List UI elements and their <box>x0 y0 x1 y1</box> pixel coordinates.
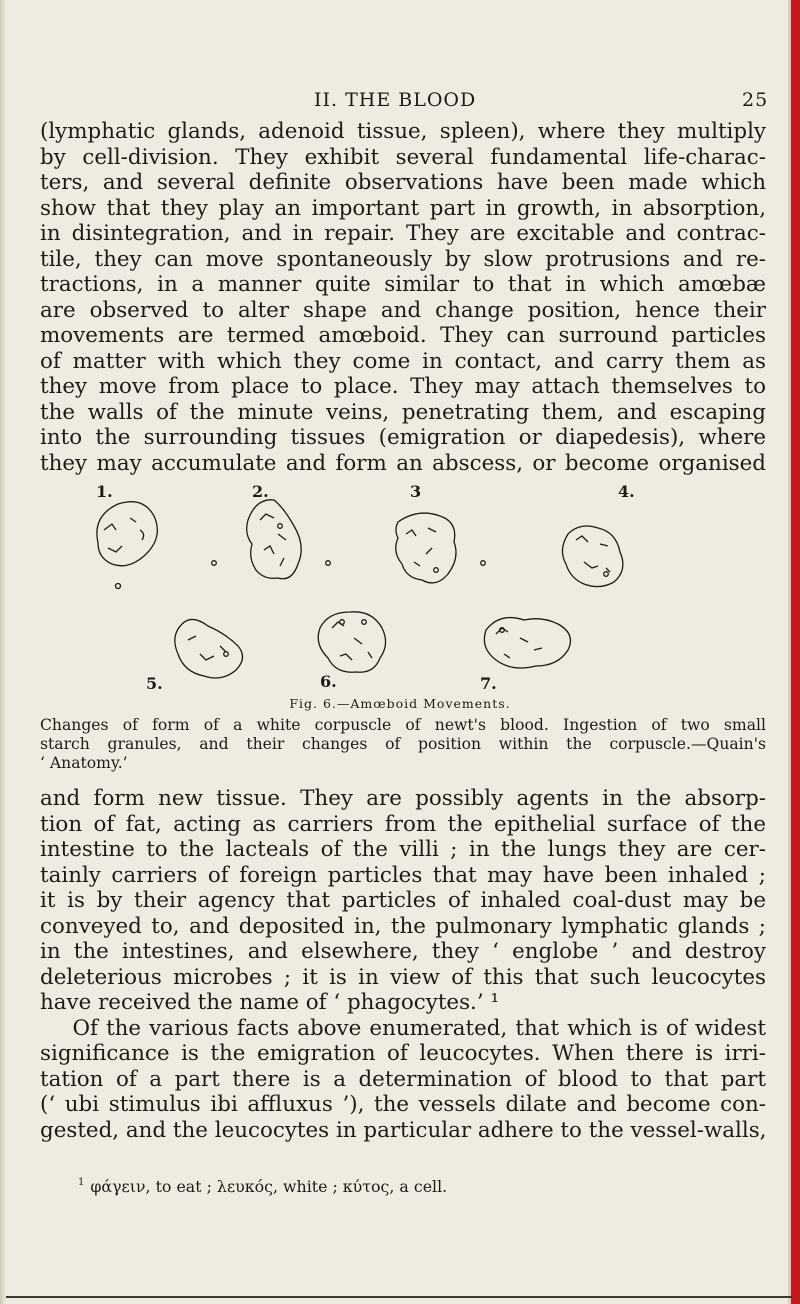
corpuscle-2 <box>212 500 302 579</box>
text-line: tation of a part there is a determination of blood to that part <box>40 1066 766 1092</box>
figure-illustration <box>88 478 648 692</box>
caption-line: Changes of form of a white corpuscle of newt's blood. Ingestion of two small <box>40 716 766 734</box>
running-head: II. THE BLOOD <box>314 89 477 111</box>
text-line: Of the various facts above enumerated, that which is of widest <box>40 1015 766 1041</box>
text-line: the walls of the minute veins, penetrating them, and escaping <box>40 399 766 425</box>
figure-amoeboid-movements <box>88 478 648 692</box>
figure-caption <box>40 716 766 773</box>
page-gutter-shadow <box>0 0 6 1304</box>
text-line: deleterious microbes ; it is in view of this that such leucocytes <box>40 964 766 990</box>
text-line: intestine to the lacteals of the villi ; in the lungs they are cer- <box>40 837 766 862</box>
figure-label-1: 1. <box>96 482 113 501</box>
text-line: conveyed to, and deposited in, the pulmonary lymphatic glands ; <box>40 913 766 939</box>
text-line: in the intestines, and elsewhere, they ‘ englobe ’ and destroy <box>40 939 766 964</box>
text-line: (‘ ubi stimulus ibi affluxus ’), the vessels dilate and become con- <box>40 1092 766 1117</box>
figure-label-2: 2. <box>252 482 269 501</box>
text-line: gested, and the leucocytes in particular adhere to the vessel-walls, <box>40 1117 767 1143</box>
corpuscle-7 <box>484 618 570 668</box>
text-line: have received the name of ‘ phagocytes.’ ¹ <box>40 990 500 1015</box>
text-line: tractions, in a manner quite similar to that in which amœbæ <box>40 272 766 297</box>
page-header <box>0 89 800 113</box>
page-number: 25 <box>742 89 769 111</box>
text-line: are observed to alter shape and change position, hence their <box>40 297 766 323</box>
text-line: movements are termed amœboid. They can surround particles <box>40 323 766 348</box>
text-line: of matter with which they come in contact, and carry them as <box>40 348 766 374</box>
footnote-text: φάγειν, to eat ; λευκός, white ; κύτος, a cell. <box>90 1177 448 1196</box>
paragraph-1 <box>40 119 766 476</box>
text-line: by cell-division. They exhibit several fundamental life-charac- <box>40 144 766 170</box>
paragraph-2 <box>40 786 766 1143</box>
corpuscle-1 <box>97 502 157 589</box>
text-line: tainly carriers of foreign particles that may have been inhaled ; <box>40 862 766 888</box>
caption-line: starch granules, and their changes of position within the corpuscle.—Quain's <box>40 735 766 753</box>
text-line: (lymphatic glands, adenoid tissue, spleen), where they multiply <box>40 119 766 144</box>
corpuscle-5 <box>175 619 243 678</box>
corpuscle-4 <box>562 526 622 587</box>
figure-title: Fig. 6.—Amœboid Movements. <box>289 696 511 711</box>
corpuscle-6 <box>318 612 385 672</box>
figure-label-6: 6. <box>320 672 337 691</box>
caption-line: ‘ Anatomy.’ <box>40 754 128 772</box>
figure-label-3: 3 <box>410 482 422 501</box>
text-line: into the surrounding tissues (emigration or diapedesis), where <box>40 425 766 450</box>
text-line: significance is the emigration of leucocytes. When there is irri- <box>40 1041 766 1066</box>
figure-label-7: 7. <box>480 674 497 693</box>
text-line: show that they play an important part in growth, in absorption, <box>40 195 766 221</box>
bottom-rule <box>6 1296 792 1298</box>
text-line: ters, and several definite observations have been made which <box>40 170 766 195</box>
text-line: and form new tissue. They are possibly agents in the absorp- <box>40 786 766 811</box>
red-page-edge <box>791 0 800 1304</box>
footnote <box>78 1177 447 1196</box>
figure-label-5: 5. <box>146 674 163 693</box>
corpuscle-3 <box>326 513 486 583</box>
text-line: tion of fat, acting as carriers from the epithelial surface of the <box>40 811 766 837</box>
text-line: it is by their agency that particles of inhaled coal-dust may be <box>40 888 766 913</box>
text-line: in disintegration, and in repair. They are excitable and contrac- <box>40 221 766 246</box>
figure-label-4: 4. <box>618 482 635 501</box>
text-line: they may accumulate and form an abscess, or become organised <box>40 450 766 476</box>
text-line: tile, they can move spontaneously by slow protrusions and re- <box>40 246 766 272</box>
footnote-mark: 1 <box>78 1177 85 1188</box>
text-line: they move from place to place. They may attach themselves to <box>40 374 766 399</box>
